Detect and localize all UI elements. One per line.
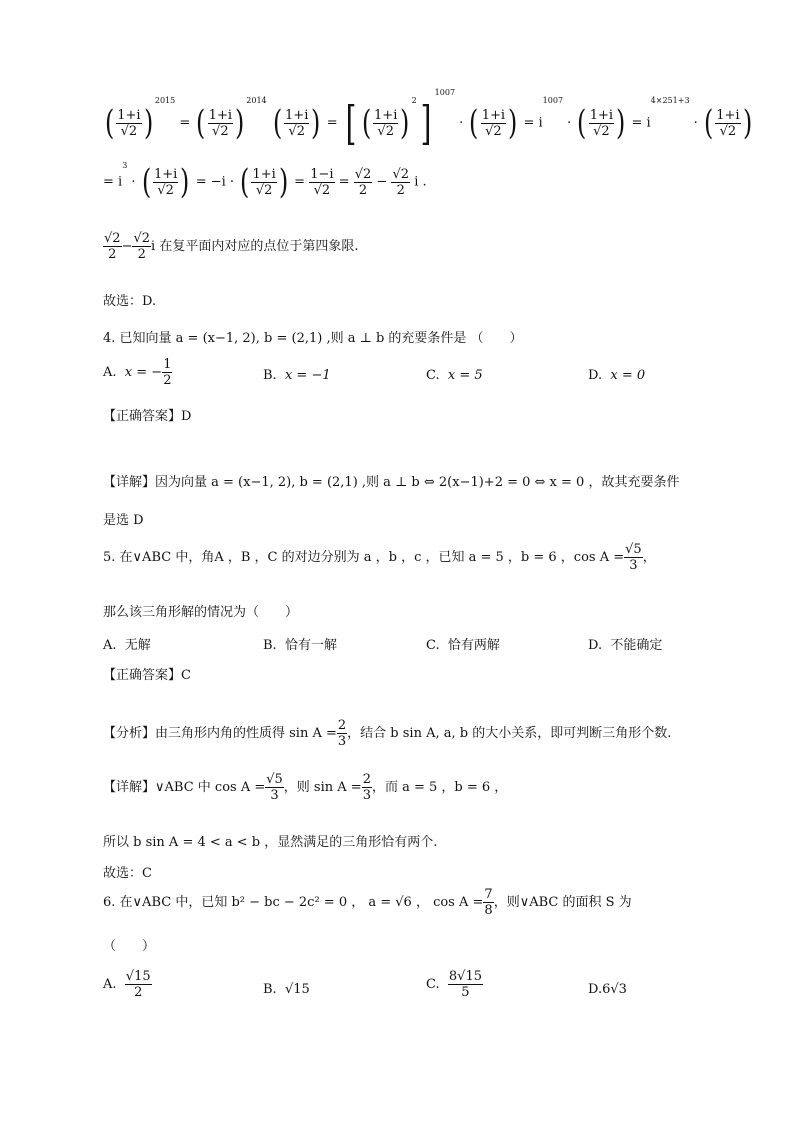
q5-analysis: 【分析】由三角形内角的性质得 sin A = $\frac{2}{3}$ ，结合 b sin A, a, b 的大小关系，即可判断三角形个数. [103, 718, 672, 749]
q3-equation-line2: = $i^3$ · ( $\frac{1+i}{√2}$ ) = −i · ( $\frac{1+i}{√2}$ ) = $\frac{1-i}{√2}$ = $\frac{√2}{2}$ − $\frac{√2}{2}$ i . [103, 161, 427, 202]
q4-correct-answer: 【正确答案】D [103, 409, 192, 424]
fraction: $\frac{1-i}{√2}$ [310, 166, 334, 198]
q6-option-c: C. $\frac{8√15}{5}$ [426, 969, 482, 1000]
q5-stem: 5. 在∨ABC 中，角A ，B ，C 的对边分别为 a ，b ，c ，已知 a = 5 ，b = 6 ，cos A = $\frac{√5}{3}$ ， [103, 542, 656, 573]
q5-detail-line2: 所以 b sin A = 4 < a < b ，显然满足的三角形恰有两个. [103, 835, 438, 850]
fraction: $\frac{1+i}{√2}$ [252, 166, 276, 198]
fraction: $\frac{1+i}{√2}$ [481, 107, 506, 139]
q3-answer: 故选：D. [103, 294, 157, 309]
q6-option-a: A. $\frac{√15}{2}$ [103, 969, 151, 1000]
q3-conclusion: $\frac{√2}{2}$ − $\frac{√2}{2}$ i 在复平面内对应的点位于第四象限. [104, 231, 359, 262]
q4-detail-line1: 【详解】因为向量 a = (x−1, 2), b = (2,1) ,则 a ⊥ b ⇔ 2(x−1)+2 = 0 ⇔ x = 0 ，故其充要条件 [103, 475, 680, 490]
q4-detail-line2: 是选 D [103, 513, 144, 528]
fraction: $\frac{√2}{2}$ [354, 166, 372, 198]
fraction: $\frac{√2}{2}$ [133, 231, 151, 262]
q4-stem: 4. 已知向量 a = (x−1, 2), b = (2,1) ,则 a ⊥ b 的充要条件是 （ ） [103, 331, 523, 346]
fraction: $\frac{√5}{3}$ [266, 772, 283, 803]
q5-option-a: A. 无解 [103, 638, 151, 653]
q6-stem: 6. 在∨ABC 中，已知 b² − bc − 2c² = 0 ， a = √6 ， cos A = $\frac{7}{8}$ ，则∨ABC 的面积 S 为 [103, 887, 632, 918]
fraction: $\frac{2}{3}$ [362, 772, 371, 803]
q6-stem-line2: （ ） [103, 939, 156, 954]
q6-option-d: D.6√3 [588, 982, 627, 997]
q4-option-c: C. x = 5 [426, 368, 483, 383]
fraction: $\frac{√5}{3}$ [625, 542, 642, 573]
q5-option-d: D. 不能确定 [588, 638, 663, 653]
q4-option-a: A. x = − $\frac{1}{2}$ [103, 357, 172, 388]
q4-option-d: D. x = 0 [588, 368, 646, 383]
q5-stem-line2: 那么该三角形解的情况为（ ） [103, 605, 299, 620]
q5-correct-answer: 【正确答案】C [103, 668, 191, 683]
fraction: $\frac{1+i}{√2}$ [208, 107, 232, 139]
q5-option-c: C. 恰有两解 [426, 638, 500, 653]
fraction: $\frac{1+i}{√2}$ [285, 107, 309, 139]
fraction: $\frac{√2}{2}$ [104, 231, 121, 262]
fraction: $\frac{1}{2}$ [163, 357, 172, 388]
fraction: $\frac{2}{3}$ [337, 718, 347, 749]
fraction: $\frac{1+i}{√2}$ [153, 166, 178, 198]
q3-equation-line1: ( $\frac{1+i}{√2}$ )$^{2015}$ = ( $\frac{1+i}{√2}$ )$^{2014}$ ( $\frac{1+i}{√2}$ ) = [ ( $\frac{1+i}{√2}$ )$^2$]$^{1007}$ · ( $\frac{1+i}{√2}$ ) = $i^{1007}$ · ( $\frac{1+i}{√2}$ ) = $i^{4\times 251+3}$ · ( $\frac{1+i}{√2}$ ) [104, 88, 752, 150]
q6-option-b: B. √15 [263, 982, 310, 997]
q5-detail: 【详解】∨ABC 中 cos A = $\frac{√5}{3}$ ，则 sin A = $\frac{2}{3}$ ，而 a = 5 ，b = 6 ， [103, 772, 508, 803]
q4-option-b: B. x = −1 [263, 368, 331, 383]
fraction: $\frac{1+i}{√2}$ [716, 107, 740, 139]
fraction: $\frac{1+i}{√2}$ [589, 107, 614, 139]
fraction: $\frac{1+i}{√2}$ [117, 107, 141, 139]
fraction: $\frac{1+i}{√2}$ [374, 107, 398, 139]
fraction: $\frac{8√15}{5}$ [448, 969, 482, 1000]
fraction: $\frac{√2}{2}$ [392, 166, 410, 198]
q5-option-b: B. 恰有一解 [263, 638, 337, 653]
fraction: $\frac{7}{8}$ [484, 887, 493, 918]
fraction: $\frac{√15}{2}$ [125, 969, 151, 1000]
q5-answer: 故选：C [103, 866, 152, 881]
